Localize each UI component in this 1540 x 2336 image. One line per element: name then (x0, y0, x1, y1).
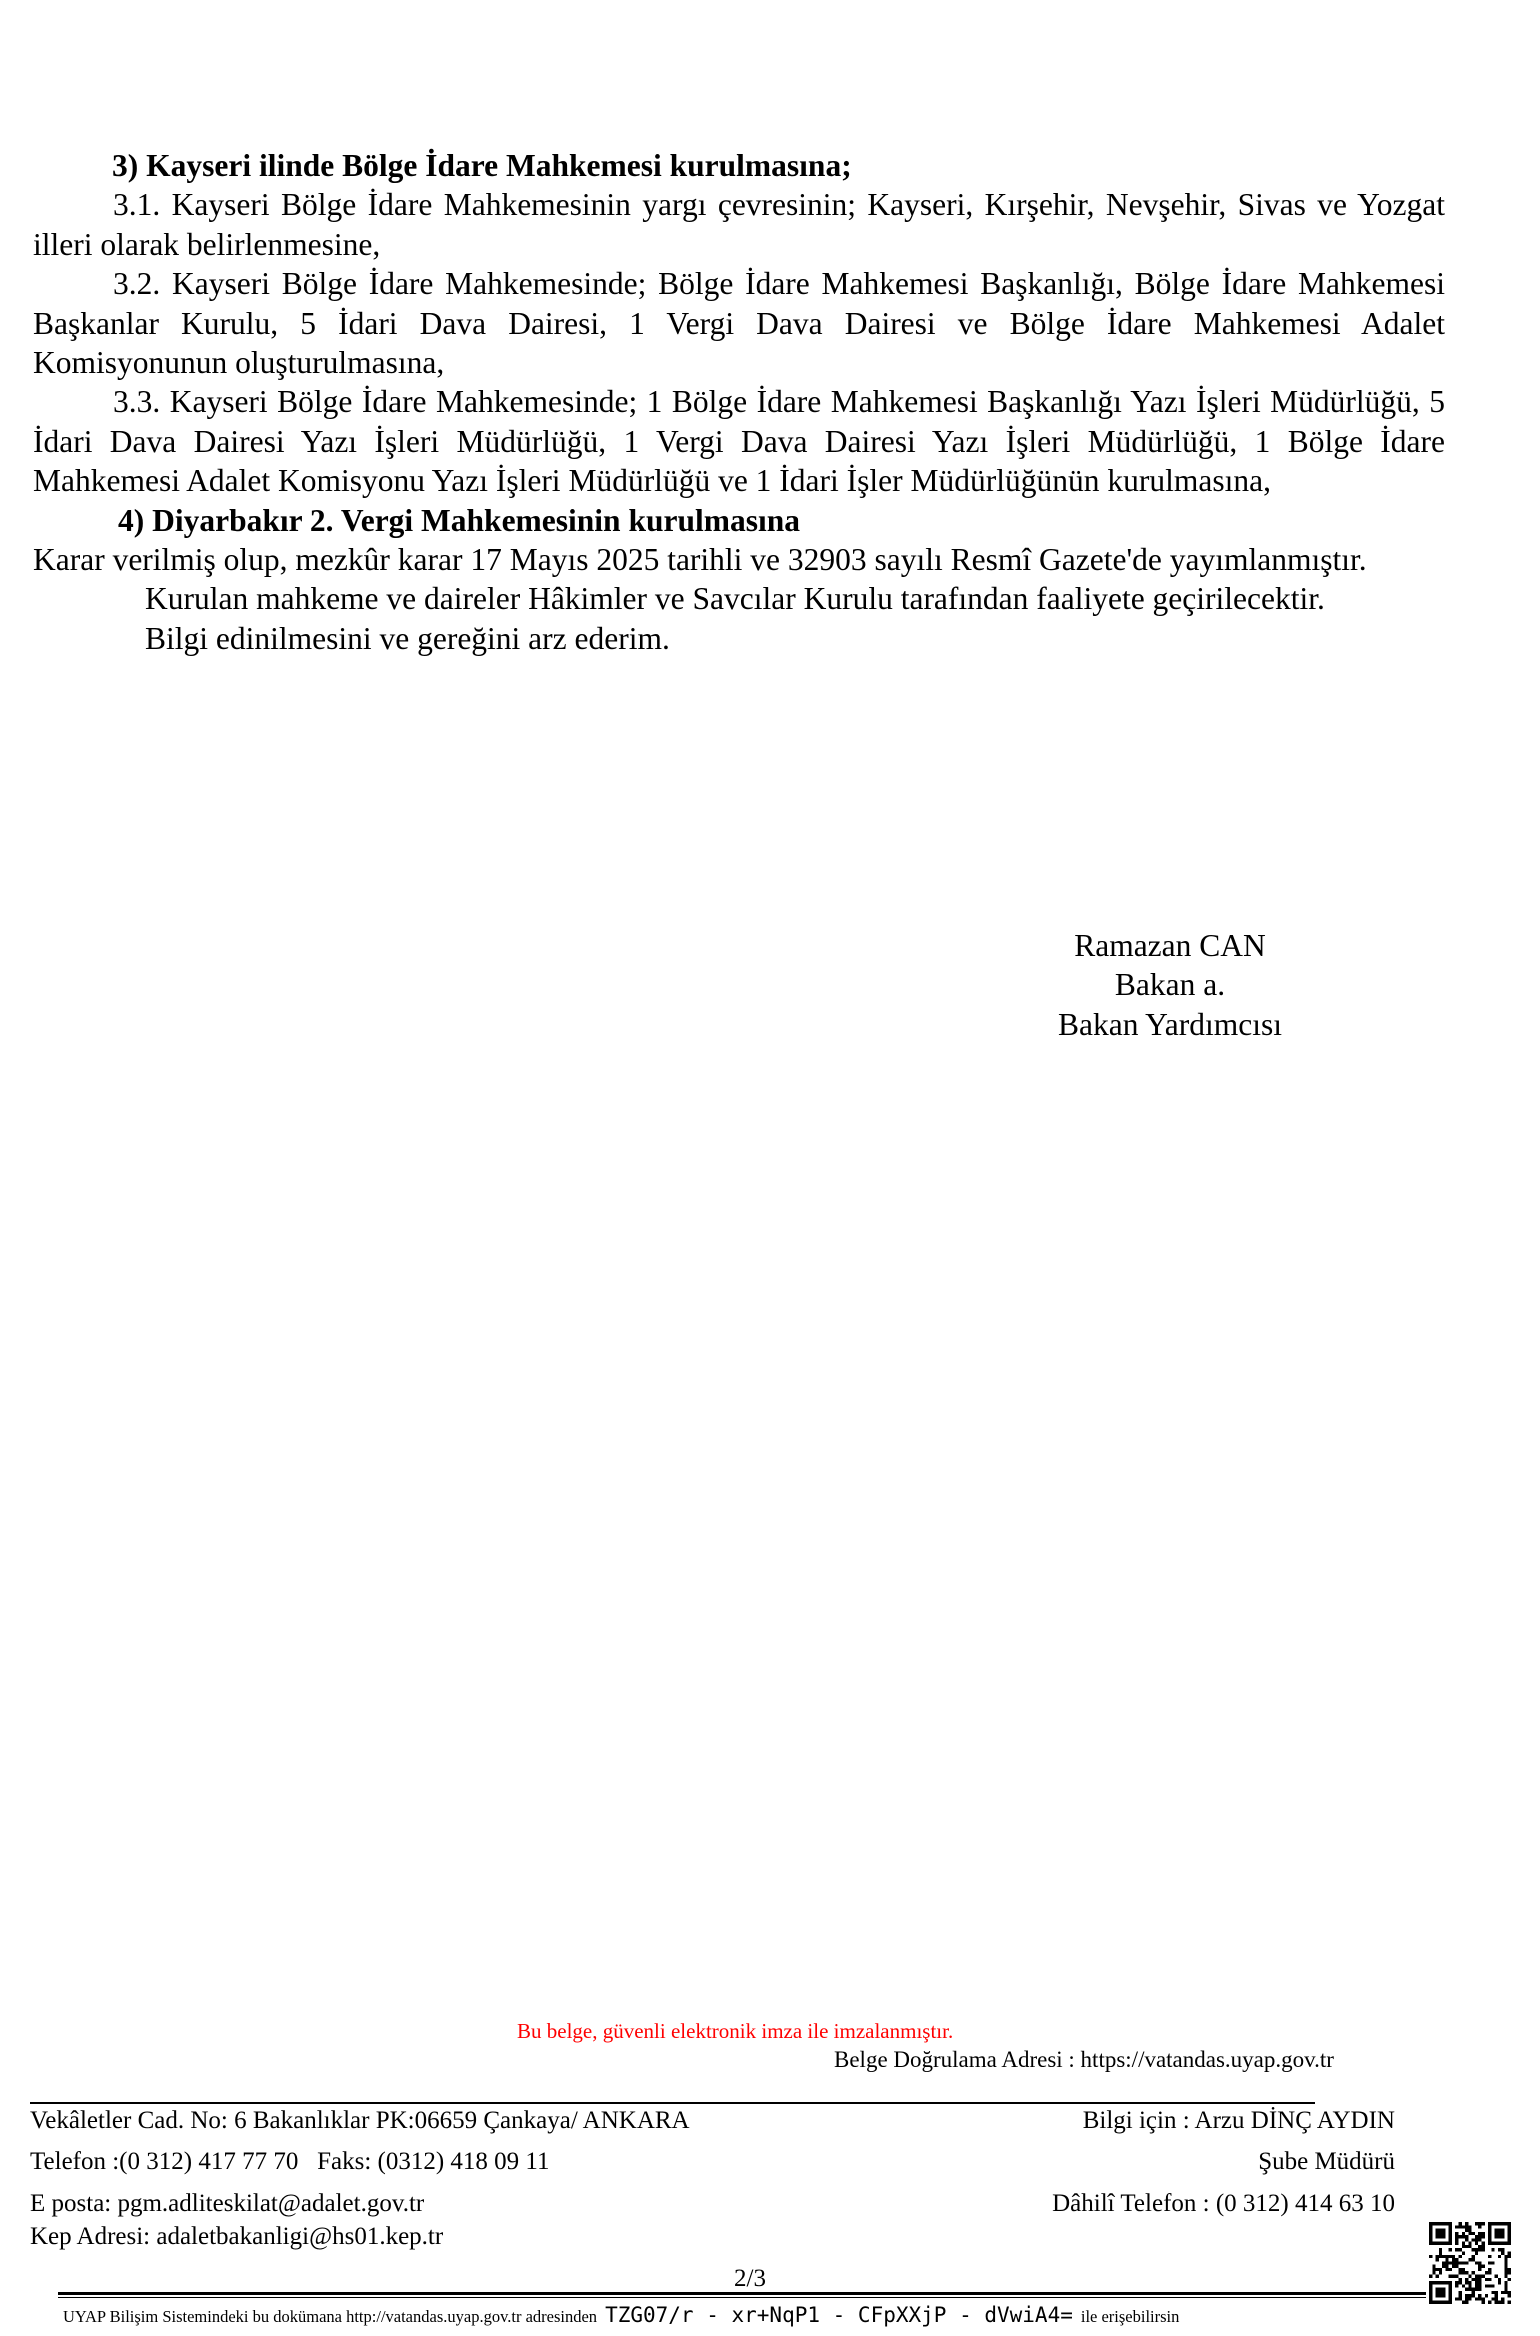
bottom-double-rule (58, 2292, 1426, 2298)
paragraph-courts-activation: Kurulan mahkeme ve daireler Hâkimler ve Savcılar Kurulu tarafından faaliyete geçirilecektir. (145, 581, 1325, 617)
uyap-access-line (63, 2303, 1443, 2328)
page-number: 2/3 (734, 2265, 766, 2292)
footer-contact-name: Bilgi için : Arzu DİNÇ AYDIN (1082, 2107, 1395, 2134)
verification-address: Belge Doğrulama Adresi : https://vatandas.uyap.gov.tr (834, 2047, 1334, 2072)
footer-contact-title: Şube Müdürü (1258, 2148, 1395, 2175)
footer-phone-fax: Telefon :(0 312) 417 77 70 Faks: (0312) 418 09 11 (30, 2148, 550, 2175)
footer-address: Vekâletler Cad. No: 6 Bakanlıklar PK:06659 Çankaya/ ANKARA (30, 2107, 690, 2134)
footer-kep-address: Kep Adresi: adaletbakanligi@hs01.kep.tr (30, 2223, 444, 2250)
uyap-access-suffix: ile erişebilirsin (1080, 2307, 1180, 2326)
paragraph-decision: Karar verilmiş olup, mezkûr karar 17 Mayıs 2025 tarihli ve 32903 sayılı Resmî Gazete'de yayımlanmıştır. (33, 542, 1367, 578)
footer-email: E posta: pgm.adliteskilat@adalet.gov.tr (30, 2190, 425, 2217)
signature-name: Ramazan CAN (1074, 928, 1266, 963)
esign-notice: Bu belge, güvenli elektronik imza ile imzalanmıştır. (517, 2019, 954, 2043)
uyap-access-prefix: UYAP Bilişim Sistemindeki bu dokümana http://vatandas.uyap.gov.tr adresinden (63, 2307, 598, 2326)
paragraph-4-heading: 4) Diyarbakır 2. Vergi Mahkemesinin kurulmasına (118, 502, 801, 538)
signature-block (970, 926, 1370, 1044)
signature-capacity: Bakan a. (1114, 967, 1226, 1003)
paragraph-3-heading: 3) Kayseri ilinde Bölge İdare Mahkemesi kurulmasına; (112, 148, 852, 183)
verification-code: TZG07/r - xr+NqP1 - CFpXXjP - dVwiA4= (605, 2303, 1073, 2327)
footer-internal-phone: Dâhilî Telefon : (0 312) 414 63 10 (1052, 2190, 1395, 2217)
paragraph-closing: Bilgi edinilmesini ve gereğini arz ederim. (145, 620, 670, 656)
footer-separator-line (30, 2102, 1315, 2104)
paragraph-3-1: 3.1. Kayseri Bölge İdare Mahkemesinin yargı çevresinin; Kayseri, Kırşehir, Nevşehir, Sivas ve Yozgat illeri olarak belirlenmesine, (33, 187, 1445, 262)
qr-code (1429, 2222, 1511, 2304)
signature-title: Bakan Yardımcısı (1058, 1006, 1282, 1042)
paragraph-3-3: 3.3. Kayseri Bölge İdare Mahkemesinde; 1 Bölge İdare Mahkemesi Başkanlığı Yazı İşleri Müdürlüğü, 5 İdari Dava Dairesi Yazı İşleri Müdürlüğü, 1 Vergi Dava Dairesi Yazı İşleri Müdürlüğü, 1 Bölge İdare Mahkemesi Adalet Komisyonu Yazı İşleri Müdürlüğü ve 1 İdari İşler Müdürlüğünün kurulmasına, (33, 384, 1445, 499)
document-body (33, 146, 1445, 658)
paragraph-3-2: 3.2. Kayseri Bölge İdare Mahkemesinde; Bölge İdare Mahkemesi Başkanlığı, Bölge İdare Mahkemesi Başkanlar Kurulu, 5 İdari Dava Dairesi, 1 Vergi Dava Dairesi ve Bölge İdare Mahkemesi Adalet Komisyonunun oluşturulmasına, (33, 266, 1445, 381)
